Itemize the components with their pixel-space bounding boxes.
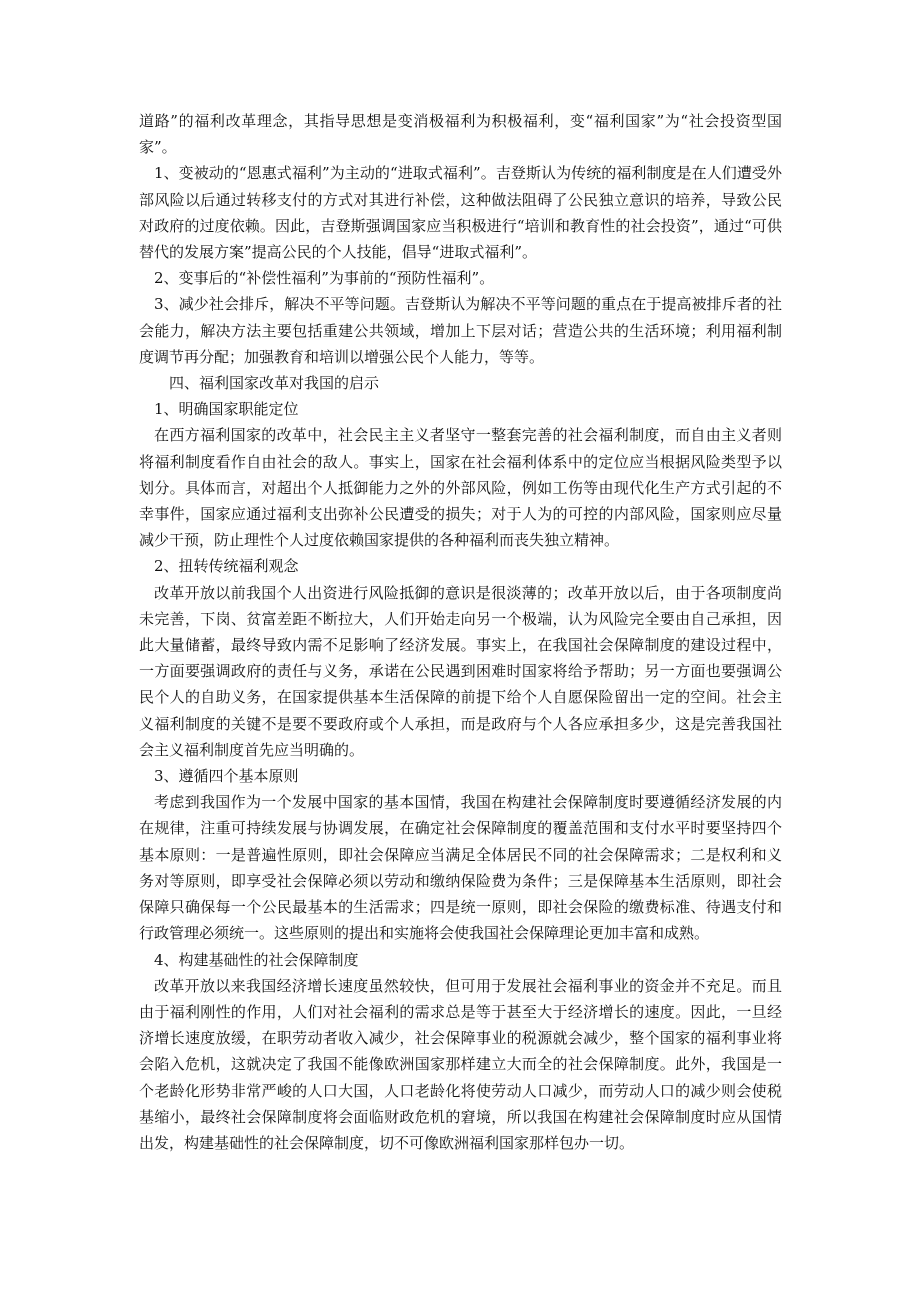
paragraph-body-4: 改革开放以来我国经济增长速度虽然较快，但可用于发展社会福利事业的资金并不充足。而且由于福利刚性的作用，人们对社会福利的需求总是等于甚至大于经济增长的速度。因此，一旦经济增长速度放缓，在职劳动者收入减少，社会保障事业的税源就会减少，整个国家的福利事业将会陷入危机，这就决定了我国不能像欧洲国家那样建立大而全的社会保障制度。此外，我国是一个老龄化形势非常严峻的人口大国，人口老龄化将使劳动人口减少，而劳动人口的减少则会使税基缩小，最终社会保障制度将会面临财政危机的窘境，所以我国在构建社会保障制度时应从国情出发，构建基础性的社会保障制度，切不可像欧洲福利国家那样包办一切。	[139, 976, 782, 1152]
paragraph-body-2: 改革开放以前我国个人出资进行风险抵御的意识是很淡薄的；改革开放以后，由于各项制度尚未完善，下岗、贫富差距不断拉大，人们开始走向另一个极端，认为风险完全要由自己承担，因此大量储蓄，最终导致内需不足影响了经济发展。事实上，在我国社会保障制度的建设过程中，一方面要强调政府的责任与义务，承诺在公民遇到困难时国家将给予帮助；另一方面也要强调公民个人的自助义务，在国家提供基本生活保障的前提下给个人自愿保险留出一定的空间。社会主义福利制度的关键不是要不要政府或个人承担，而是政府与个人各应承担多少，这是完善我国社会主义福利制度首先应当明确的。	[139, 583, 782, 759]
section-heading-4: 四、福利国家改革对我国的启示	[169, 374, 380, 393]
subheading-4: 4、构建基础性的社会保障制度	[154, 950, 359, 969]
paragraph-point-3: 3、减少社会排斥，解决不平等问题。吉登斯认为解决不平等问题的重点在于提高被排斥者的社会能力，解决方法主要包括重建公共领域，增加上下层对话；营造公共的生活环境；利用福利制度调节再分配；加强教育和培训以增强公民个人能力，等等。	[139, 295, 782, 366]
paragraph-body-3: 考虑到我国作为一个发展中国家的基本国情，我国在构建社会保障制度时要遵循经济发展的内在规律，注重可持续发展与协调发展，在确定社会保障制度的覆盖范围和支付水平时要坚持四个基本原则：一是普遍性原则，即社会保障应当满足全体居民不同的社会保障需求；二是权利和义务对等原则，即享受社会保障必须以劳动和缴纳保险费为条件；三是保障基本生活原则，即社会保障只确保每一个公民最基本的生活需求；四是统一原则，即社会保险的缴费标准、待遇支付和行政管理必须统一。这些原则的提出和实施将会使我国社会保障理论更加丰富和成熟。	[139, 793, 782, 943]
paragraph-point-1: 1、变被动的“恩惠式福利”为主动的“进取式福利”。吉登斯认为传统的福利制度是在人们遭受外部风险以后通过转移支付的方式对其进行补偿，这种做法阻碍了公民独立意识的培养，导致公民对政府的过度依赖。因此，吉登斯强调国家应当积极进行“培训和教育性的社会投资”，通过“可供替代的发展方案”提高公民的个人技能，倡导“进取式福利”。	[139, 164, 782, 262]
document-body	[139, 108, 782, 1156]
paragraph-point-2: 2、变事后的“补偿性福利”为事前的“预防性福利”。	[154, 269, 495, 288]
subheading-3: 3、遵循四个基本原则	[154, 767, 299, 786]
paragraph-continuation: 道路”的福利改革理念，其指导思想是变消极福利为积极福利，变“福利国家”为“社会投资型国家”。	[139, 112, 782, 157]
subheading-1: 1、明确国家职能定位	[154, 400, 299, 419]
paragraph-body-1: 在西方福利国家的改革中，社会民主主义者坚守一整套完善的社会福利制度，而自由主义者则将福利制度看作自由社会的敌人。事实上，国家在社会福利体系中的定位应当根据风险类型予以划分。具体而言，对超出个人抵御能力之外的外部风险，例如工伤等由现代化生产方式引起的不幸事件，国家应通过福利支出弥补公民遭受的损失；对于人为的可控的内部风险，国家则应尽量减少干预，防止理性个人过度依赖国家提供的各种福利而丧失独立精神。	[139, 426, 782, 550]
subheading-2: 2、扭转传统福利观念	[154, 557, 299, 576]
